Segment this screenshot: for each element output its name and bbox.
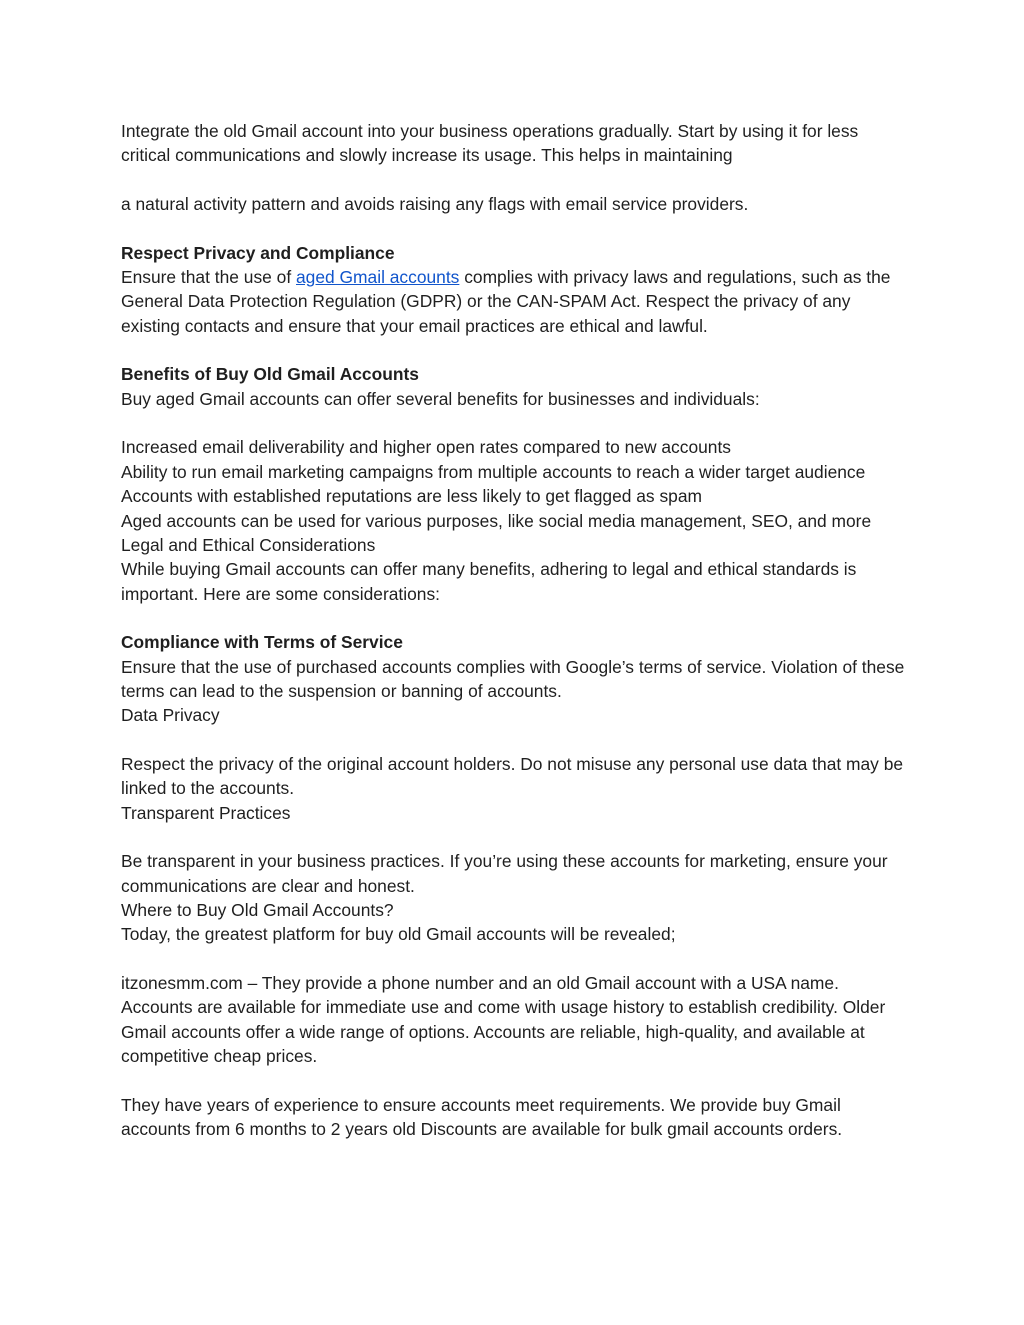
legal-text: While buying Gmail accounts can offer many benefits, adhering to legal and ethical standards is important. Here are some considerations: — [121, 559, 857, 604]
vendor-paragraph-1: itzonesmm.com – They provide a phone number and an old Gmail account with a USA name. Accounts are available for immediate use and come with usage history to establish credibility. Older Gmail accounts offer a wide range of options. Accounts are reliable, high-quality, and available at competitive cheap prices. — [121, 973, 886, 1067]
privacy-text-before-link: Ensure that the use of — [121, 267, 296, 288]
spacer — [121, 168, 911, 192]
benefit-item: Increased email deliverability and higher open rates compared to new accounts — [121, 437, 731, 458]
benefits-heading: Benefits of Buy Old Gmail Accounts — [121, 364, 419, 385]
legal-title: Legal and Ethical Considerations — [121, 534, 376, 555]
privacy-paragraph — [121, 265, 911, 338]
spacer — [121, 1068, 911, 1092]
aged-gmail-accounts-link[interactable]: aged Gmail accounts — [296, 267, 460, 288]
compliance-heading: Compliance with Terms of Service — [121, 632, 403, 653]
compliance-text: Ensure that the use of purchased accounts complies with Google’s terms of service. Violation of these terms can lead to the suspension or banning of accounts. — [121, 656, 905, 701]
spacer — [121, 338, 911, 362]
spacer — [121, 216, 911, 240]
spacer — [121, 728, 911, 752]
transparent-title: Transparent Practices — [121, 802, 291, 823]
spacer — [121, 825, 911, 849]
benefit-item: Ability to run email marketing campaigns from multiple accounts to reach a wider target audience — [121, 461, 866, 482]
intro-paragraph-1: Integrate the old Gmail account into your business operations gradually. Start by using it for less critical communications and slowly increase its usage. This helps in maintaining — [121, 121, 859, 166]
benefits-intro: Buy aged Gmail accounts can offer several benefits for businesses and individuals: — [121, 388, 760, 409]
where-title: Where to Buy Old Gmail Accounts? — [121, 900, 394, 920]
data-privacy-title: Data Privacy — [121, 705, 220, 726]
spacer — [121, 947, 911, 971]
vendor-paragraph-2: They have years of experience to ensure accounts meet requirements. We provide buy Gmail accounts from 6 months to 2 years old Discounts are available for bulk gmail accounts orders. — [121, 1094, 843, 1140]
transparent-text: Be transparent in your business practices. If you’re using these accounts for marketing, ensure your communications are clear and honest. — [121, 851, 888, 896]
intro-paragraph-2: a natural activity pattern and avoids raising any flags with email service providers. — [121, 194, 749, 215]
where-text: Today, the greatest platform for buy old Gmail accounts will be revealed; — [121, 924, 676, 945]
spacer — [121, 606, 911, 630]
benefit-item: Aged accounts can be used for various purposes, like social media management, SEO, and more — [121, 510, 872, 531]
privacy-heading: Respect Privacy and Compliance — [121, 242, 395, 263]
benefit-item: Accounts with established reputations are less likely to get flagged as spam — [121, 486, 702, 507]
spacer — [121, 411, 911, 435]
privacy-text-after-link: complies with privacy laws and regulations, such as the General Data Protection Regulation (GDPR) or the CAN-SPAM Act. Respect the privacy of any existing contacts and ensure that your email practices are ethical and lawful. — [121, 267, 891, 336]
document-page — [121, 119, 911, 1141]
data-privacy-text: Respect the privacy of the original account holders. Do not misuse any personal use data that may be linked to the accounts. — [121, 753, 904, 799]
